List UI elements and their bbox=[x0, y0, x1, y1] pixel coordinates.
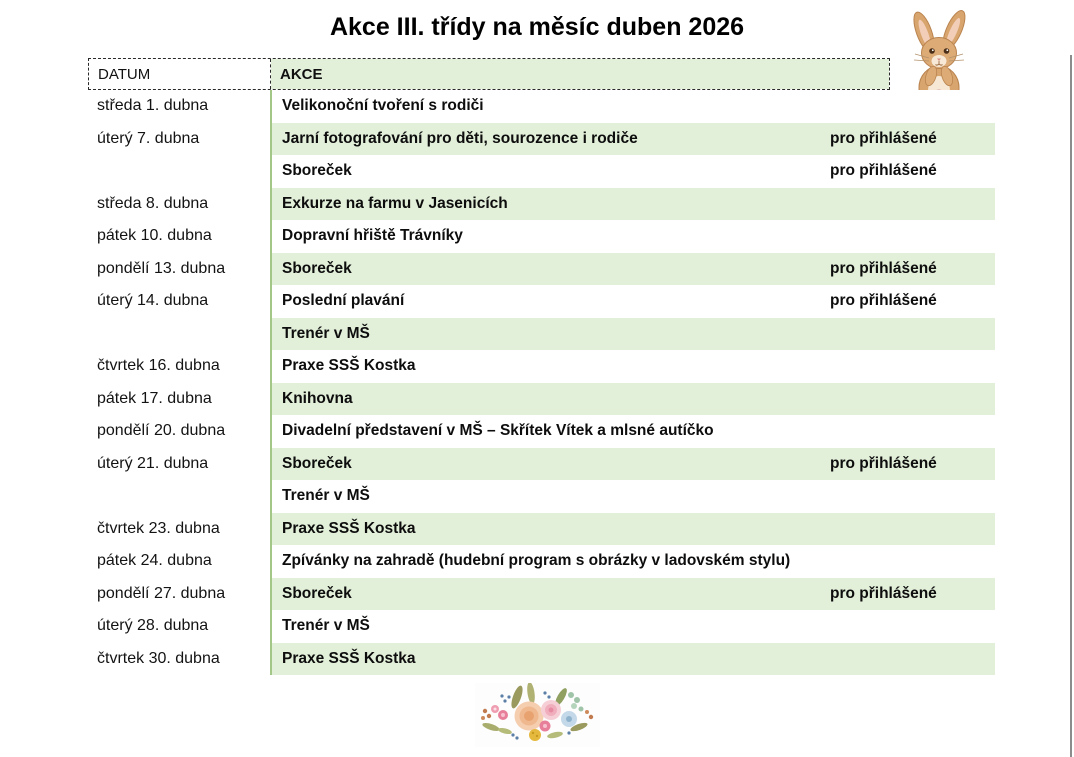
table-row bbox=[88, 155, 995, 188]
row-event bbox=[270, 253, 995, 286]
row-date: čtvrtek 23. dubna bbox=[88, 513, 270, 546]
row-event bbox=[270, 350, 995, 383]
row-event bbox=[270, 513, 995, 546]
event-label: Trenér v MŠ bbox=[282, 617, 370, 635]
table-row bbox=[88, 610, 995, 643]
event-note: pro přihlášené bbox=[830, 292, 937, 310]
row-date bbox=[88, 318, 270, 351]
row-event bbox=[270, 610, 995, 643]
row-event bbox=[270, 318, 995, 351]
table-row bbox=[88, 578, 995, 611]
row-event bbox=[270, 383, 995, 416]
event-label: Divadelní představení v MŠ – Skřítek Vítek a mlsné autíčko bbox=[282, 422, 714, 440]
flower-bouquet-icon bbox=[475, 683, 600, 747]
row-date: pondělí 27. dubna bbox=[88, 578, 270, 611]
row-event bbox=[270, 578, 995, 611]
row-event bbox=[270, 448, 995, 481]
row-date bbox=[88, 155, 270, 188]
event-label: Praxe SSŠ Kostka bbox=[282, 519, 416, 537]
row-date: čtvrtek 16. dubna bbox=[88, 350, 270, 383]
row-event bbox=[270, 480, 995, 513]
row-event bbox=[270, 220, 995, 253]
event-label: Dopravní hřiště Trávníky bbox=[282, 227, 463, 245]
table-row bbox=[88, 448, 995, 481]
row-date: středa 8. dubna bbox=[88, 188, 270, 221]
column-header-akce: AKCE bbox=[271, 59, 889, 89]
row-date: úterý 21. dubna bbox=[88, 448, 270, 481]
table-row bbox=[88, 415, 995, 448]
event-note: pro přihlášené bbox=[830, 129, 937, 147]
event-label: Knihovna bbox=[282, 389, 353, 407]
row-event bbox=[270, 545, 995, 578]
event-label: Praxe SSŠ Kostka bbox=[282, 357, 416, 375]
event-label: Zpívánky na zahradě (hudební program s obrázky v ladovském stylu) bbox=[282, 552, 791, 570]
row-date: úterý 7. dubna bbox=[88, 123, 270, 156]
table-row bbox=[88, 188, 995, 221]
row-event bbox=[270, 643, 995, 676]
event-label: Trenér v MŠ bbox=[282, 487, 370, 505]
row-date: pátek 17. dubna bbox=[88, 383, 270, 416]
table-row bbox=[88, 383, 995, 416]
table-row bbox=[88, 643, 995, 676]
table-body bbox=[88, 90, 995, 675]
row-date: úterý 14. dubna bbox=[88, 285, 270, 318]
table-row bbox=[88, 350, 995, 383]
row-date: pondělí 20. dubna bbox=[88, 415, 270, 448]
page-right-edge-line bbox=[1070, 55, 1072, 757]
event-label: Velikonoční tvoření s rodiči bbox=[282, 97, 484, 115]
event-label: Sboreček bbox=[282, 584, 352, 602]
table-header-row bbox=[88, 58, 890, 90]
event-label: Poslední plavání bbox=[282, 292, 405, 310]
event-note: pro přihlášené bbox=[830, 584, 937, 602]
row-date bbox=[88, 480, 270, 513]
row-event bbox=[270, 90, 995, 123]
event-label: Exkurze na farmu v Jasenicích bbox=[282, 194, 508, 212]
table-row bbox=[88, 318, 995, 351]
event-note: pro přihlášené bbox=[830, 454, 937, 472]
row-date: středa 1. dubna bbox=[88, 90, 270, 123]
table-row bbox=[88, 253, 995, 286]
page-title: Akce III. třídy na měsíc duben 2026 bbox=[329, 13, 745, 41]
event-label: Praxe SSŠ Kostka bbox=[282, 649, 416, 667]
row-date: úterý 28. dubna bbox=[88, 610, 270, 643]
table-row bbox=[88, 90, 995, 123]
row-event bbox=[270, 415, 995, 448]
row-date: pondělí 13. dubna bbox=[88, 253, 270, 286]
row-event bbox=[270, 123, 995, 156]
row-event bbox=[270, 188, 995, 221]
table-row bbox=[88, 123, 995, 156]
table-row bbox=[88, 545, 995, 578]
row-date: pátek 24. dubna bbox=[88, 545, 270, 578]
events-table bbox=[88, 58, 995, 675]
table-row bbox=[88, 220, 995, 253]
event-label: Sboreček bbox=[282, 454, 352, 472]
event-label: Sboreček bbox=[282, 162, 352, 180]
row-date: čtvrtek 30. dubna bbox=[88, 643, 270, 676]
event-label: Sboreček bbox=[282, 259, 352, 277]
column-header-datum: DATUM bbox=[89, 59, 271, 89]
table-row bbox=[88, 285, 995, 318]
flower-bouquet-image bbox=[475, 683, 600, 747]
row-date: pátek 10. dubna bbox=[88, 220, 270, 253]
table-row bbox=[88, 513, 995, 546]
table-row bbox=[88, 480, 995, 513]
row-event bbox=[270, 155, 995, 188]
event-note: pro přihlášené bbox=[830, 162, 937, 180]
event-label: Jarní fotografování pro děti, sourozence i rodiče bbox=[282, 129, 638, 147]
event-note: pro přihlášené bbox=[830, 259, 937, 277]
row-event bbox=[270, 285, 995, 318]
event-label: Trenér v MŠ bbox=[282, 324, 370, 342]
